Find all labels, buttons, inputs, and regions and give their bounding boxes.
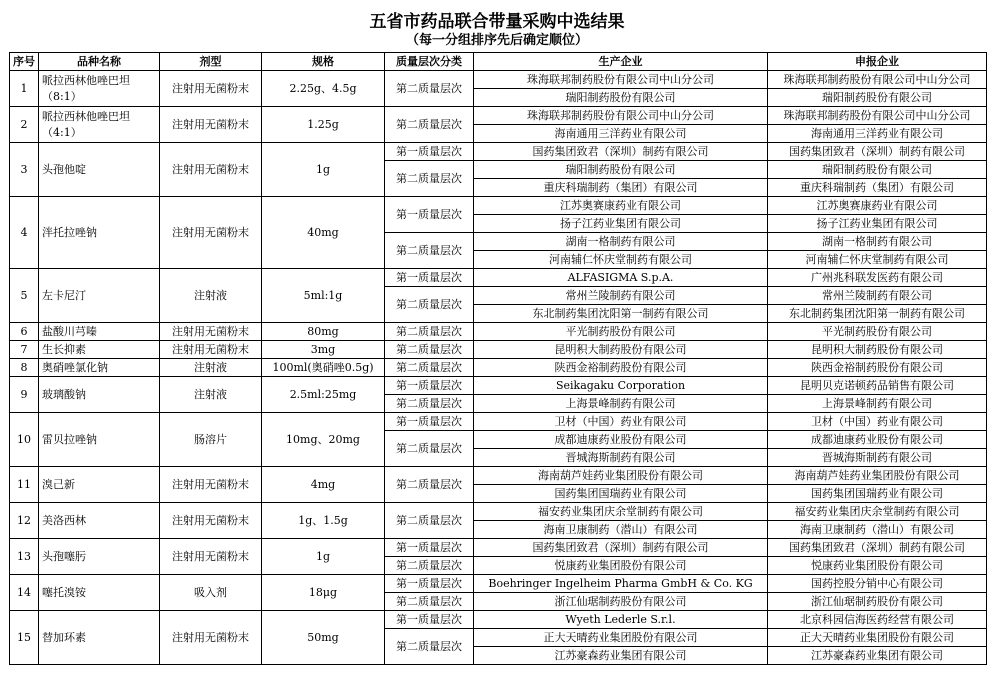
page-title: 五省市药品联合带量采购中选结果 xyxy=(369,12,625,32)
manufacturer: 卫材（中国）药业有限公司 xyxy=(474,413,768,431)
specification: 1.25g xyxy=(262,107,385,143)
quality-tier: 第二质量层次 xyxy=(385,503,474,539)
manufacturer: 河南辅仁怀庆堂制药有限公司 xyxy=(474,251,768,269)
dosage-form: 注射用无菌粉末 xyxy=(160,323,262,341)
header-no: 序号 xyxy=(10,53,39,71)
applicant: 国药集团致君（深圳）制药有限公司 xyxy=(768,539,987,557)
manufacturer: 晋城海斯制药有限公司 xyxy=(474,449,768,467)
row-number: 13 xyxy=(10,539,39,575)
quality-tier: 第一质量层次 xyxy=(385,413,474,431)
dosage-form: 注射用无菌粉末 xyxy=(160,197,262,269)
header-name: 品种名称 xyxy=(39,53,160,71)
dosage-form: 肠溶片 xyxy=(160,413,262,467)
quality-tier: 第二质量层次 xyxy=(385,395,474,413)
dosage-form: 注射液 xyxy=(160,377,262,413)
applicant: 广州兆科联发医药有限公司 xyxy=(768,269,987,287)
row-number: 7 xyxy=(10,341,39,359)
manufacturer: Seikagaku Corporation xyxy=(474,377,768,395)
table-row xyxy=(10,575,987,593)
applicant: 瑞阳制药股份有限公司 xyxy=(768,161,987,179)
applicant: 晋城海斯制药有限公司 xyxy=(768,449,987,467)
table-row xyxy=(10,323,987,341)
specification: 80mg xyxy=(262,323,385,341)
drug-name: 盐酸川芎嗪 xyxy=(39,323,160,341)
applicant: 珠海联邦制药股份有限公司中山分公司 xyxy=(768,107,987,125)
specification: 5ml:1g xyxy=(262,269,385,323)
manufacturer: 珠海联邦制药股份有限公司中山分公司 xyxy=(474,107,768,125)
manufacturer: 常州兰陵制药有限公司 xyxy=(474,287,768,305)
specification: 40mg xyxy=(262,197,385,269)
manufacturer: Wyeth Lederle S.r.l. xyxy=(474,611,768,629)
row-number: 2 xyxy=(10,107,39,143)
quality-tier: 第一质量层次 xyxy=(385,575,474,593)
applicant: 陕西金裕制药股份有限公司 xyxy=(768,359,987,377)
quality-tier: 第二质量层次 xyxy=(385,71,474,107)
manufacturer: 昆明积大制药股份有限公司 xyxy=(474,341,768,359)
applicant: 东北制药集团沈阳第一制药有限公司 xyxy=(768,305,987,323)
header-form: 剂型 xyxy=(160,53,262,71)
row-number: 8 xyxy=(10,359,39,377)
manufacturer: ALFASIGMA S.p.A. xyxy=(474,269,768,287)
manufacturer: Boehringer Ingelheim Pharma GmbH & Co. KG xyxy=(474,575,768,593)
quality-tier: 第二质量层次 xyxy=(385,557,474,575)
table-row xyxy=(10,467,987,485)
quality-tier: 第一质量层次 xyxy=(385,611,474,629)
row-number: 1 xyxy=(10,71,39,107)
table-row xyxy=(10,611,987,629)
row-number: 10 xyxy=(10,413,39,467)
dosage-form: 注射用无菌粉末 xyxy=(160,539,262,575)
table-row xyxy=(10,143,987,161)
applicant: 海南通用三洋药业有限公司 xyxy=(768,125,987,143)
table-row xyxy=(10,413,987,431)
row-number: 14 xyxy=(10,575,39,611)
drug-name: 左卡尼汀 xyxy=(39,269,160,323)
drug-name: 哌拉西林他唑巴坦（4:1） xyxy=(39,107,160,143)
header-quality: 质量层次分类 xyxy=(385,53,474,71)
manufacturer: 悦康药业集团股份有限公司 xyxy=(474,557,768,575)
drug-name: 玻璃酸钠 xyxy=(39,377,160,413)
applicant: 河南辅仁怀庆堂制药有限公司 xyxy=(768,251,987,269)
quality-tier: 第一质量层次 xyxy=(385,377,474,395)
quality-tier: 第二质量层次 xyxy=(385,323,474,341)
manufacturer: 湖南一格制药有限公司 xyxy=(474,233,768,251)
quality-tier: 第二质量层次 xyxy=(385,593,474,611)
drug-name: 雷贝拉唑钠 xyxy=(39,413,160,467)
applicant: 湖南一格制药有限公司 xyxy=(768,233,987,251)
manufacturer: 东北制药集团沈阳第一制药有限公司 xyxy=(474,305,768,323)
dosage-form: 注射液 xyxy=(160,359,262,377)
dosage-form: 注射用无菌粉末 xyxy=(160,71,262,107)
drug-name: 噻托溴铵 xyxy=(39,575,160,611)
applicant: 江苏奥赛康药业有限公司 xyxy=(768,197,987,215)
table-row xyxy=(10,71,987,89)
manufacturer: 国药集团致君（深圳）制药有限公司 xyxy=(474,539,768,557)
applicant: 瑞阳制药股份有限公司 xyxy=(768,89,987,107)
dosage-form: 注射用无菌粉末 xyxy=(160,611,262,665)
header-row xyxy=(10,53,987,71)
manufacturer: 国药集团国瑞药业有限公司 xyxy=(474,485,768,503)
applicant: 重庆科瑞制药（集团）有限公司 xyxy=(768,179,987,197)
manufacturer: 陕西金裕制药股份有限公司 xyxy=(474,359,768,377)
manufacturer: 珠海联邦制药股份有限公司中山分公司 xyxy=(474,71,768,89)
specification: 1g xyxy=(262,539,385,575)
specification: 10mg、20mg xyxy=(262,413,385,467)
quality-tier: 第二质量层次 xyxy=(385,107,474,143)
specification: 1g xyxy=(262,143,385,197)
dosage-form: 注射用无菌粉末 xyxy=(160,341,262,359)
applicant: 扬子江药业集团有限公司 xyxy=(768,215,987,233)
drug-name: 美洛西林 xyxy=(39,503,160,539)
applicant: 国药集团致君（深圳）制药有限公司 xyxy=(768,143,987,161)
manufacturer: 成都迪康药业股份有限公司 xyxy=(474,431,768,449)
quality-tier: 第一质量层次 xyxy=(385,197,474,233)
row-number: 12 xyxy=(10,503,39,539)
table-row xyxy=(10,377,987,395)
results-table xyxy=(9,52,987,665)
dosage-form: 注射用无菌粉末 xyxy=(160,503,262,539)
specification: 18μg xyxy=(262,575,385,611)
specification: 100ml(奥硝唑0.5g) xyxy=(262,359,385,377)
applicant: 常州兰陵制药有限公司 xyxy=(768,287,987,305)
row-number: 6 xyxy=(10,323,39,341)
manufacturer: 瑞阳制药股份有限公司 xyxy=(474,161,768,179)
drug-name: 泮托拉唑钠 xyxy=(39,197,160,269)
manufacturer: 海南通用三洋药业有限公司 xyxy=(474,125,768,143)
applicant: 浙江仙琚制药股份有限公司 xyxy=(768,593,987,611)
applicant: 卫材（中国）药业有限公司 xyxy=(768,413,987,431)
manufacturer: 浙江仙琚制药股份有限公司 xyxy=(474,593,768,611)
applicant: 海南卫康制药（潜山）有限公司 xyxy=(768,521,987,539)
quality-tier: 第二质量层次 xyxy=(385,467,474,503)
table-row xyxy=(10,539,987,557)
drug-name: 溴己新 xyxy=(39,467,160,503)
applicant: 国药控股分销中心有限公司 xyxy=(768,575,987,593)
drug-name: 生长抑素 xyxy=(39,341,160,359)
manufacturer: 平光制药股份有限公司 xyxy=(474,323,768,341)
quality-tier: 第一质量层次 xyxy=(385,269,474,287)
drug-name: 替加环素 xyxy=(39,611,160,665)
manufacturer: 正大天晴药业集团股份有限公司 xyxy=(474,629,768,647)
drug-name: 哌拉西林他唑巴坦（8:1） xyxy=(39,71,160,107)
drug-name: 头孢噻肟 xyxy=(39,539,160,575)
applicant: 海南葫芦娃药业集团股份有限公司 xyxy=(768,467,987,485)
row-number: 3 xyxy=(10,143,39,197)
manufacturer: 重庆科瑞制药（集团）有限公司 xyxy=(474,179,768,197)
drug-name: 奥硝唑氯化钠 xyxy=(39,359,160,377)
specification: 4mg xyxy=(262,467,385,503)
dosage-form: 注射用无菌粉末 xyxy=(160,143,262,197)
header-manufacturer: 生产企业 xyxy=(474,53,768,71)
header-spec: 规格 xyxy=(262,53,385,71)
quality-tier: 第二质量层次 xyxy=(385,233,474,269)
specification: 1g、1.5g xyxy=(262,503,385,539)
table-row xyxy=(10,503,987,521)
table-row xyxy=(10,359,987,377)
applicant: 上海景峰制药有限公司 xyxy=(768,395,987,413)
specification: 3mg xyxy=(262,341,385,359)
table-row xyxy=(10,269,987,287)
manufacturer: 瑞阳制药股份有限公司 xyxy=(474,89,768,107)
dosage-form: 吸入剂 xyxy=(160,575,262,611)
manufacturer: 国药集团致君（深圳）制药有限公司 xyxy=(474,143,768,161)
applicant: 成都迪康药业股份有限公司 xyxy=(768,431,987,449)
applicant: 昆明积大制药股份有限公司 xyxy=(768,341,987,359)
applicant: 福安药业集团庆余堂制药有限公司 xyxy=(768,503,987,521)
quality-tier: 第二质量层次 xyxy=(385,431,474,467)
applicant: 昆明贝克诺顿药品销售有限公司 xyxy=(768,377,987,395)
manufacturer: 海南卫康制药（潜山）有限公司 xyxy=(474,521,768,539)
dosage-form: 注射用无菌粉末 xyxy=(160,467,262,503)
quality-tier: 第二质量层次 xyxy=(385,161,474,197)
quality-tier: 第二质量层次 xyxy=(385,287,474,323)
manufacturer: 江苏奥赛康药业有限公司 xyxy=(474,197,768,215)
applicant: 珠海联邦制药股份有限公司中山分公司 xyxy=(768,71,987,89)
drug-name: 头孢他啶 xyxy=(39,143,160,197)
applicant: 悦康药业集团股份有限公司 xyxy=(768,557,987,575)
manufacturer: 海南葫芦娃药业集团股份有限公司 xyxy=(474,467,768,485)
manufacturer: 上海景峰制药有限公司 xyxy=(474,395,768,413)
dosage-form: 注射液 xyxy=(160,269,262,323)
specification: 50mg xyxy=(262,611,385,665)
quality-tier: 第一质量层次 xyxy=(385,539,474,557)
dosage-form: 注射用无菌粉末 xyxy=(160,107,262,143)
row-number: 9 xyxy=(10,377,39,413)
applicant: 江苏豪森药业集团有限公司 xyxy=(768,647,987,665)
quality-tier: 第一质量层次 xyxy=(385,143,474,161)
row-number: 4 xyxy=(10,197,39,269)
quality-tier: 第二质量层次 xyxy=(385,341,474,359)
row-number: 15 xyxy=(10,611,39,665)
manufacturer: 扬子江药业集团有限公司 xyxy=(474,215,768,233)
applicant: 正大天晴药业集团股份有限公司 xyxy=(768,629,987,647)
applicant: 平光制药股份有限公司 xyxy=(768,323,987,341)
specification: 2.5ml:25mg xyxy=(262,377,385,413)
manufacturer: 江苏豪森药业集团有限公司 xyxy=(474,647,768,665)
manufacturer: 福安药业集团庆余堂制药有限公司 xyxy=(474,503,768,521)
header-applicant: 申报企业 xyxy=(768,53,987,71)
applicant: 北京科园信海医药经营有限公司 xyxy=(768,611,987,629)
table-row xyxy=(10,197,987,215)
quality-tier: 第二质量层次 xyxy=(385,359,474,377)
row-number: 11 xyxy=(10,467,39,503)
row-number: 5 xyxy=(10,269,39,323)
table-row xyxy=(10,341,987,359)
specification: 2.25g、4.5g xyxy=(262,71,385,107)
quality-tier: 第二质量层次 xyxy=(385,629,474,665)
page-subtitle: （每一分组排序先后确定顺位） xyxy=(405,33,588,48)
applicant: 国药集团国瑞药业有限公司 xyxy=(768,485,987,503)
table-row xyxy=(10,107,987,125)
